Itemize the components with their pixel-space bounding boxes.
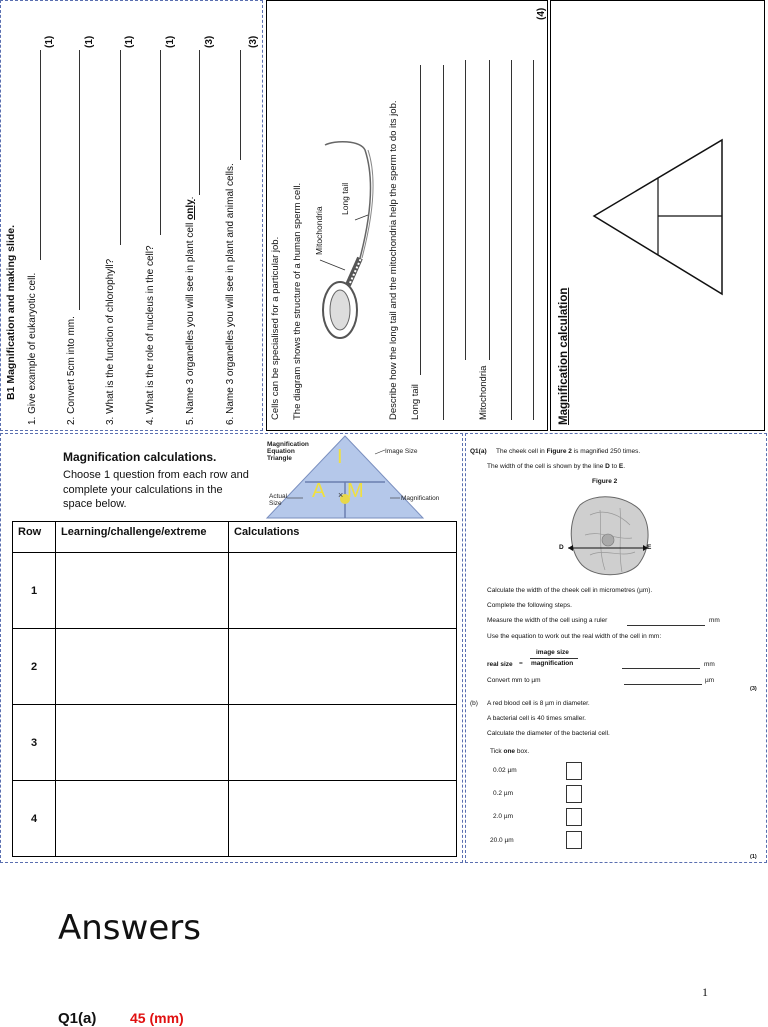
answer-line-tail: [420, 65, 421, 375]
label-e: E: [647, 544, 652, 551]
part-b-line2: A bacterial cell is 40 times smaller.: [487, 715, 586, 722]
part-b-label: (b): [470, 700, 478, 707]
answer-line-6: [240, 50, 241, 160]
cheek-cell-image: [560, 490, 655, 580]
header-calculations: Calculations: [229, 522, 457, 553]
fraction-numerator: image size: [536, 649, 569, 656]
steps-instruction: Complete the following steps.: [487, 602, 572, 609]
row-number: 4: [13, 781, 56, 857]
mark-5: (3): [204, 35, 215, 48]
answer-line-mito: [489, 60, 490, 360]
table-row: [13, 553, 457, 629]
answer-long-tail-label: Long tail: [410, 384, 421, 420]
header-level: Learning/challenge/extreme: [56, 522, 229, 553]
fraction-denominator: magnification: [531, 660, 574, 667]
answer-line-3: [120, 50, 121, 245]
real-size-label: real size: [487, 661, 513, 668]
slide1-title: B1 Magnification and making slide.: [5, 224, 17, 400]
question-6: 6. Name 3 organelles you will see in plant and animal cells.: [225, 163, 236, 425]
mark-3: (1): [124, 35, 135, 48]
learning-cell[interactable]: [56, 553, 229, 629]
question-5: 5. Name 3 organelles you will see in plant cell only.: [185, 196, 196, 425]
option-checkbox[interactable]: [566, 808, 582, 826]
page-number: 1: [702, 985, 708, 999]
sperm-describe-question: Describe how the long tail and the mitochondria help the sperm to do its job.: [388, 100, 399, 420]
question-1: 1. Give example of eukaryotic cell.: [27, 272, 38, 425]
row-number: 3: [13, 705, 56, 781]
triangle-caption: Magnification Equation Triangle: [267, 441, 309, 462]
label-d: D: [559, 544, 564, 551]
row-number: 2: [13, 629, 56, 705]
table-row: [13, 705, 457, 781]
convert-instruction: Convert mm to µm: [487, 677, 541, 684]
question-2: 2. Convert 5cm into mm.: [66, 316, 77, 425]
table-header-row: [13, 522, 457, 553]
mark-4: (1): [165, 35, 176, 48]
part-b-line3: Calculate the diameter of the bacterial cell.: [487, 730, 610, 737]
label-mitochondria: Mitochondria: [314, 206, 324, 255]
answer-line-mito-3: [533, 60, 534, 420]
worksheet-title: Magnification calculations.: [63, 450, 217, 464]
unit-um: µm: [705, 677, 715, 684]
answer-q1a-label: Q1(a): [58, 1010, 97, 1027]
header-row: Row: [13, 522, 56, 553]
unit-mm-1: mm: [709, 617, 720, 624]
q1a-label: Q1(a): [470, 448, 487, 455]
mark-1-exam: (1): [750, 854, 757, 860]
figure-2-label: Figure 2: [592, 478, 618, 485]
fraction-bar: [530, 658, 578, 659]
triangle-magnification: Magnification: [401, 495, 440, 502]
label-long-tail: Long tail: [340, 182, 350, 215]
triangle-image-size: Image Size: [385, 448, 418, 455]
answers-heading: Answers: [58, 908, 201, 948]
answer-q1a-value: 45 (mm): [130, 1010, 184, 1026]
calculations-table: [12, 521, 457, 857]
option-checkbox[interactable]: [566, 785, 582, 803]
learning-cell[interactable]: [56, 781, 229, 857]
calculation-cell[interactable]: [229, 629, 457, 705]
measure-instruction: Measure the width of the cell using a ruler: [487, 617, 608, 624]
learning-cell[interactable]: [56, 629, 229, 705]
table-row: [13, 629, 457, 705]
convert-answer-line[interactable]: [624, 684, 702, 685]
calculation-cell[interactable]: [229, 781, 457, 857]
calculation-cell[interactable]: [229, 705, 457, 781]
measure-answer-line[interactable]: [627, 625, 705, 626]
answer-line-tail-3: [465, 60, 466, 360]
option-checkbox[interactable]: [566, 831, 582, 849]
triangle-letter-i: I: [337, 446, 343, 468]
option-label: 0.2 µm: [493, 790, 514, 797]
answer-mitochondria-label: Mitochondria: [478, 365, 489, 420]
answer-line-1: [40, 50, 41, 260]
table-row: [13, 781, 457, 857]
mark-sperm: (4): [536, 7, 547, 20]
part-b-line1: A red blood cell is 8 µm in diameter.: [487, 700, 590, 707]
row-number: 1: [13, 553, 56, 629]
width-text: The width of the cell is shown by the line D to E.: [487, 463, 626, 470]
equals-sign: =: [519, 660, 523, 667]
option-label: 0.02 µm: [493, 767, 517, 774]
sperm-intro-line2: The diagram shows the structure of a human sperm cell.: [292, 182, 303, 420]
equation-instruction: Use the equation to work out the real width of the cell in mm:: [487, 633, 662, 640]
question-4: 4. What is the role of nucleus in the cell?: [145, 245, 156, 425]
answer-line-mito-2: [511, 60, 512, 420]
question-3: 3. What is the function of chlorophyll?: [105, 258, 116, 425]
calculation-cell[interactable]: [229, 553, 457, 629]
unit-mm-2: mm: [704, 661, 715, 668]
option-label: 2.0 µm: [493, 813, 514, 820]
triangle-letter-a: A: [312, 480, 326, 502]
triangle-letter-m: M: [347, 480, 364, 502]
answer-line-4: [160, 50, 161, 235]
q1a-text: The cheek cell in Figure 2 is magnified 250 times.: [496, 448, 641, 455]
answer-line-2: [79, 50, 80, 310]
answer-line-5: [199, 50, 200, 195]
mark-3-exam: (3): [750, 686, 757, 692]
sperm-intro-line1: Cells can be specialised for a particular job.: [270, 236, 281, 420]
triangle-actual-size: Actual Size: [269, 493, 288, 507]
worksheet-instructions: Choose 1 question from each row and complete your calculations in the space below.: [63, 469, 249, 510]
answer-line-tail-2: [443, 65, 444, 420]
mark-6: (3): [248, 35, 259, 48]
learning-cell[interactable]: [56, 705, 229, 781]
magnification-calculation-title: Magnification calculation: [558, 287, 570, 425]
real-size-answer-line[interactable]: [622, 668, 700, 669]
tick-instruction: Tick one box.: [490, 748, 530, 755]
calc-instruction: Calculate the width of the cheek cell in micrometres (µm).: [487, 587, 653, 594]
mark-1: (1): [44, 35, 55, 48]
mark-2: (1): [84, 35, 95, 48]
option-label: 20.0 µm: [490, 837, 514, 844]
option-checkbox[interactable]: [566, 762, 582, 780]
magnification-triangle-blank: [590, 138, 725, 298]
triangle-times: ×: [338, 490, 344, 500]
